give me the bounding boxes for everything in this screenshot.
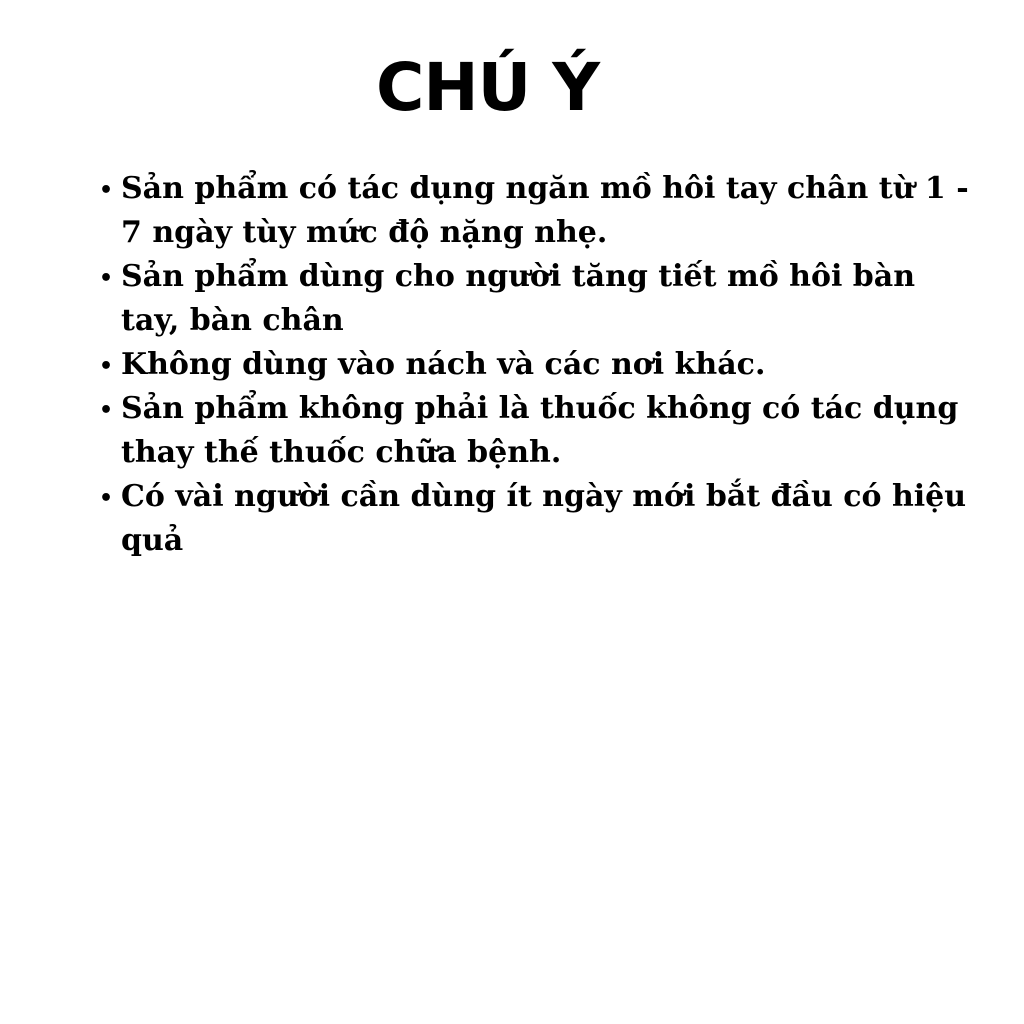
- list-item: [99, 475, 971, 563]
- bullet-icon: •: [99, 178, 114, 203]
- list-item-text: Không dùng vào nách và các nơi khác.: [121, 347, 766, 382]
- list-item-text: Sản phẩm có tác dụng ngăn mồ hôi tay chân từ 1 - 7 ngày tùy mức độ nặng nhẹ.: [121, 171, 969, 250]
- bullet-icon: •: [99, 398, 114, 423]
- page-title: CHÚ Ý: [376, 49, 600, 126]
- bullet-icon: •: [99, 486, 114, 511]
- bullet-icon: •: [99, 266, 114, 291]
- list-item: [99, 255, 971, 343]
- list-item: [99, 343, 971, 387]
- list-item: [99, 167, 971, 255]
- list-item-text: Sản phẩm dùng cho người tăng tiết mồ hôi bàn tay, bàn chân: [121, 259, 916, 338]
- bullet-icon: •: [99, 354, 114, 379]
- notice-list: [99, 167, 971, 563]
- list-item: [99, 387, 971, 475]
- list-item-text: Sản phẩm không phải là thuốc không có tác dụng thay thế thuốc chữa bệnh.: [121, 391, 959, 470]
- list-item-text: Có vài người cần dùng ít ngày mới bắt đầu có hiệu quả: [121, 479, 967, 558]
